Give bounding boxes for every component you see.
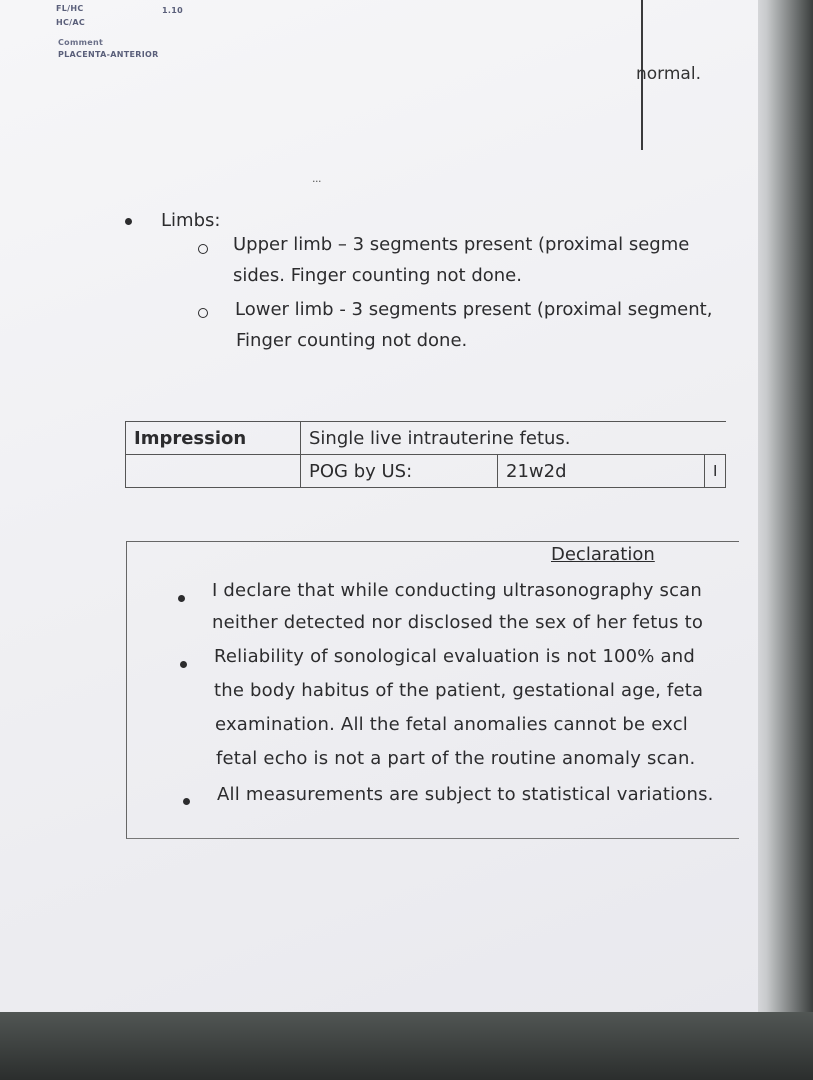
- declaration-title: Declaration: [551, 544, 655, 565]
- sub-bullet-icon: [198, 244, 208, 254]
- empty-cell: [126, 455, 301, 488]
- declaration-line: All measurements are subject to statistical variations.: [217, 784, 714, 805]
- extra-cell: I: [705, 455, 726, 488]
- upper-limb-line2: sides. Finger counting not done.: [233, 265, 522, 286]
- partial-heading: ...: [312, 172, 321, 185]
- impression-label: Impression: [126, 422, 301, 455]
- upper-limb-line1: Upper limb – 3 segments present (proximal segme: [233, 234, 690, 255]
- pog-value: 21w2d: [498, 455, 705, 488]
- lower-limb-line1: Lower limb - 3 segments present (proximal segment,: [235, 299, 713, 320]
- lower-limb-line2: Finger counting not done.: [236, 330, 468, 351]
- desk-bottom: [0, 1005, 813, 1080]
- table-row: [126, 422, 726, 455]
- limbs-heading: Limbs:: [161, 210, 221, 231]
- sub-bullet-icon: [198, 308, 208, 318]
- bullet-icon: [178, 595, 185, 602]
- declaration-line: fetal echo is not a part of the routine anomaly scan.: [216, 748, 696, 769]
- pog-label: POG by US:: [301, 455, 498, 488]
- declaration-line: the body habitus of the patient, gestational age, feta: [214, 680, 704, 701]
- table-row: [126, 455, 726, 488]
- bullet-icon: [183, 798, 190, 805]
- declaration-line: examination. All the fetal anomalies cannot be excl: [215, 714, 688, 735]
- hc-ac-label: HC/AC: [56, 18, 86, 27]
- declaration-line: I declare that while conducting ultrasonography scan: [212, 580, 703, 601]
- bullet-icon: [180, 661, 187, 668]
- fl-hc-label: FL/HC: [56, 4, 84, 13]
- bullet-icon: [125, 218, 132, 225]
- comment-value: PLACENTA-ANTERIOR: [58, 50, 159, 59]
- impression-finding: Single live intrauterine fetus.: [301, 422, 726, 455]
- declaration-line: Reliability of sonological evaluation is not 100% and: [214, 646, 695, 667]
- comment-label: Comment: [58, 38, 104, 47]
- ratio-value: 1.10: [162, 6, 183, 15]
- normal-text: normal.: [636, 64, 701, 84]
- declaration-line: neither detected nor disclosed the sex of her fetus to: [212, 612, 704, 633]
- impression-table: [125, 421, 726, 488]
